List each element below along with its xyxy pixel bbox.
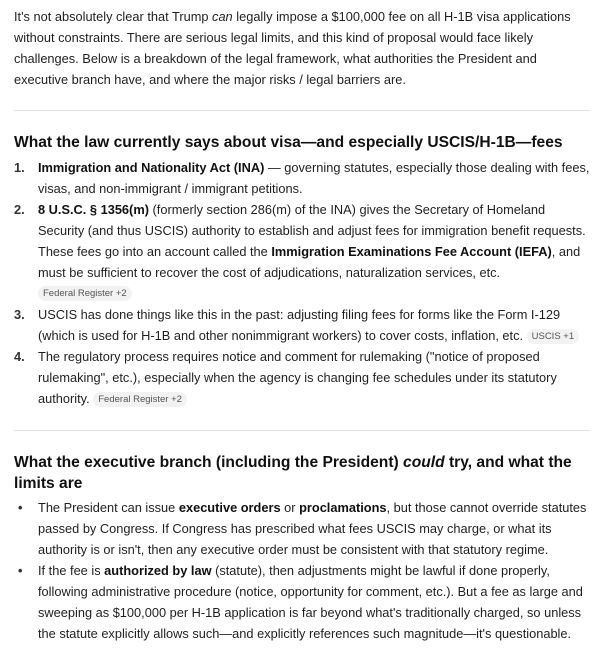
list-item — [14, 304, 590, 346]
list-number: 1. — [14, 160, 25, 175]
citation-chip[interactable]: Federal Register +2 — [93, 392, 187, 407]
section-divider — [14, 430, 590, 431]
section-heading-executive — [14, 452, 584, 494]
bullet-text: , but those cannot override statutes passed by Congress. If Congress has prescribed what fees USCIS may charge, or what its authority is or isn't, then any executive order must be consistent with that statutory regime. — [38, 500, 587, 557]
section-heading-law: What the law currently says about visa—and especially USCIS/H-1B—fees — [14, 134, 563, 151]
citation-chip[interactable]: Federal Register +2 — [38, 286, 132, 301]
intro-emphasis: can — [212, 9, 233, 24]
executive-bullet-list — [14, 497, 590, 644]
list-text: The regulatory process requires notice and comment for rulemaking ("notice of proposed rulemaking", etc.), especially when the agency is changing fee schedules under its statutory authority. — [38, 349, 557, 406]
bold-term: executive orders — [178, 500, 281, 515]
list-number: 3. — [14, 307, 25, 322]
bold-term: Immigration Examinations Fee Account (IEFA) — [271, 244, 552, 259]
bold-term: 8 U.S.C. § 1356(m) — [38, 202, 149, 217]
heading-emphasis: could — [403, 454, 445, 471]
heading-text: What the executive branch (including the President) — [14, 454, 404, 471]
bullet-text: If the fee is — [38, 563, 105, 578]
bold-term: Immigration and Nationality Act (INA) — [38, 160, 265, 175]
citation-chip[interactable]: USCIS +1 — [527, 329, 580, 344]
section-divider — [14, 110, 590, 111]
bullet-text: or — [280, 500, 300, 515]
bullet-marker: • — [18, 500, 23, 515]
bullet-item — [14, 497, 590, 560]
list-text: — governing statutes, especially those dealing with fees, visas, and non-immigrant / immigrant petitions. — [38, 160, 590, 196]
heading-text-continued: try, and what the limits are — [14, 454, 572, 492]
list-number: 2. — [14, 202, 25, 217]
list-item — [14, 199, 590, 304]
bullet-text: The President can issue — [38, 500, 179, 515]
bullet-marker: • — [18, 563, 23, 578]
bold-term: proclamations — [299, 500, 387, 515]
law-list — [14, 157, 590, 409]
list-text: (formerly section 286(m) of the INA) gives the Secretary of Homeland Security (and thus USCIS) authority to establish and adjust fees for immigration benefit requests. These fees go into an account called the — [38, 202, 586, 259]
list-text: , and must be sufficient to recover the cost of adjudications, naturalization services, etc. — [38, 244, 581, 280]
intro-paragraph — [14, 6, 588, 90]
list-item — [14, 346, 590, 409]
list-text: USCIS has done things like this in the past: adjusting filing fees for forms like the Form I-129 (which is used for H-1B and other nonimmigrant workers) to cover costs, inflation, etc. — [38, 307, 561, 343]
bullet-text: (statute), then adjustments might be lawful if done properly, following administrative procedure (notice, opportunity for comment, etc.). But a fee as large and sweeping as $100,000 per H-1B application is far beyond what's traditionally charged, so unless the statute explicitly allows such—and explicitly references such magnitude—it's questionable. — [38, 563, 583, 641]
bold-term: authorized by law — [104, 563, 212, 578]
bullet-item — [14, 560, 590, 644]
intro-text-continued: legally impose a $100,000 fee on all H-1B visa applications without constraints. There are serious legal limits, and this kind of proposal would face likely challenges. Below is a breakdown of the legal framework, what authorities the President and executive branch have, and where the major risks / legal barriers are. — [14, 9, 571, 87]
list-number: 4. — [14, 349, 25, 364]
intro-text: It's not absolutely clear that Trump — [14, 9, 213, 24]
list-item — [14, 157, 590, 199]
